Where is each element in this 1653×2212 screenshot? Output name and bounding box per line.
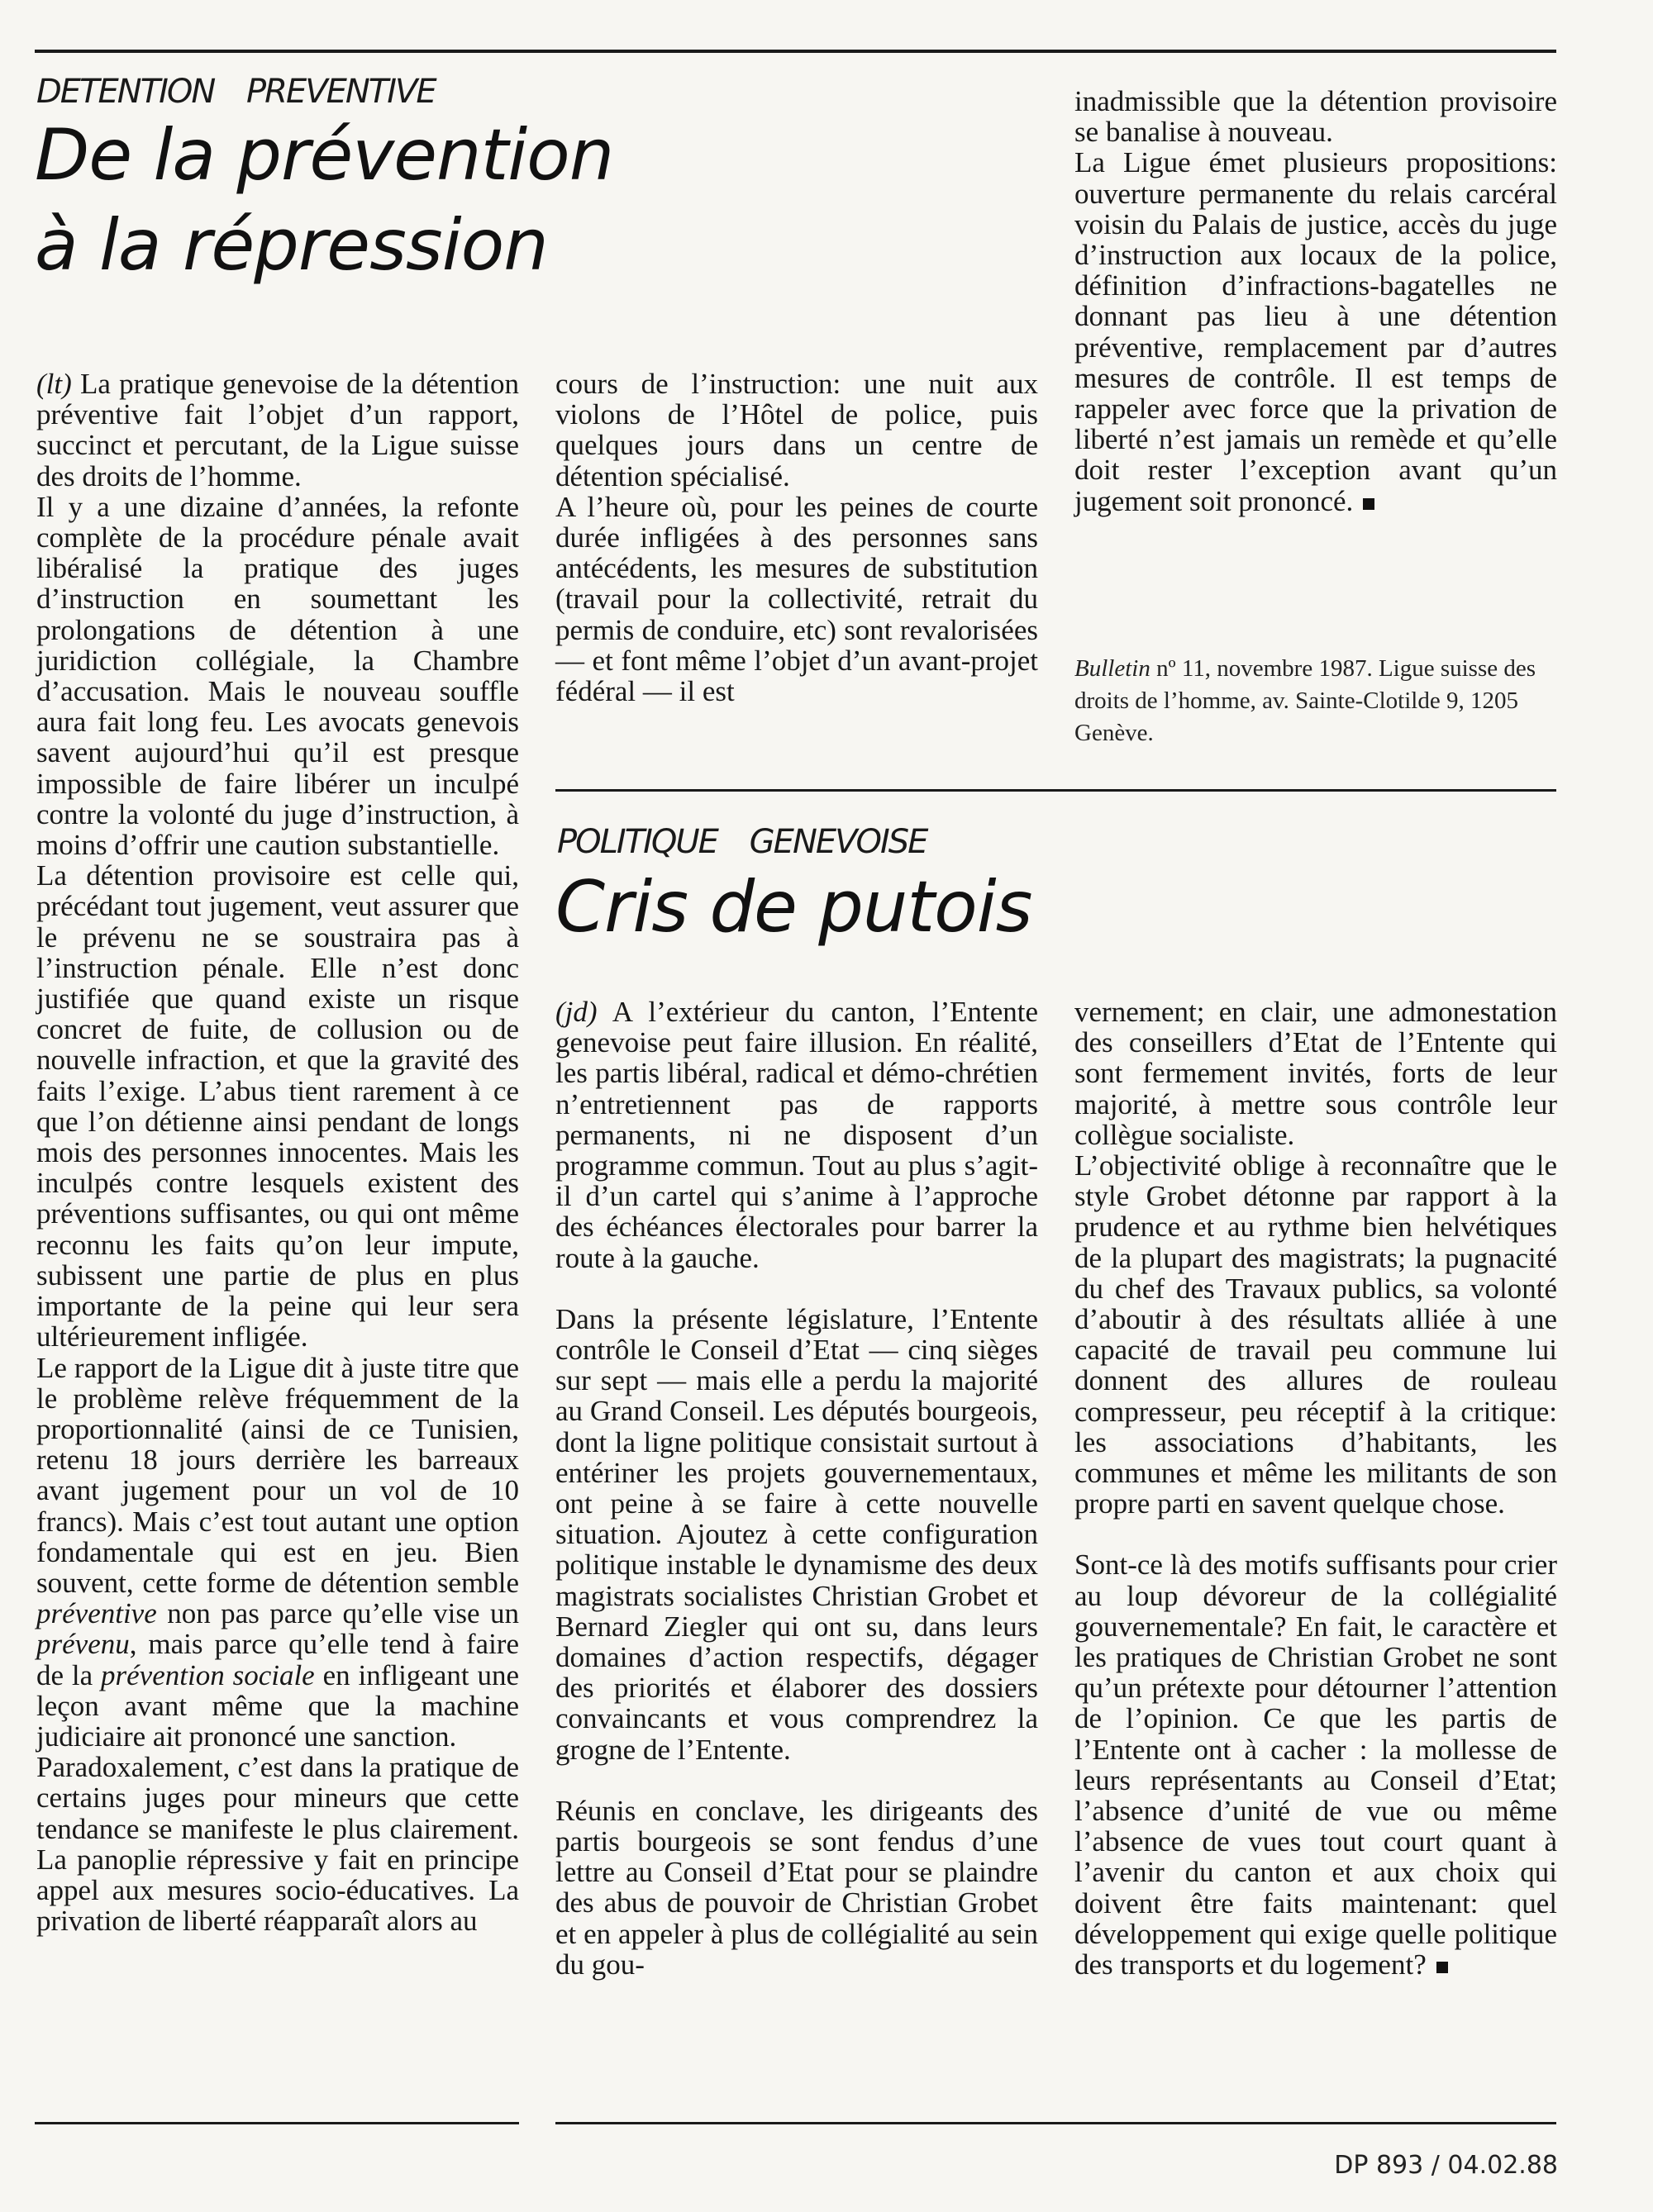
- emphasis: préventive: [36, 1597, 157, 1630]
- paragraph: Paradoxalement, c’est dans la pratique de certains juges pour mineurs que cette tendance se manifeste le plus clairement. La panoplie répressive y fait en principe appel aux mesures socio-éducatives. La privation de liberté réapparaît alors au: [36, 1751, 519, 1938]
- article2-column-2: [1074, 997, 1557, 1980]
- end-mark-icon: [1363, 498, 1374, 510]
- emphasis: prévention sociale: [101, 1658, 315, 1691]
- paragraph: Il y a une dizaine d’années, la refonte complète de la procédure pénale avait libéralisé la pratique des juges d’instruction en soumettant les prolongations de détention à une juridiction collégiale, la Chambre d’accusation. Mais le nouveau souffle aura fait long feu. Les avocats genevois savent aujourd’hui qu’il est presque impossible de faire libérer un inculpé contre la volonté du juge d’instruction, à moins d’offrir une caution substantielle.: [36, 490, 519, 862]
- paragraph: inadmissible que la détention provisoire se banalise à nouveau.: [1074, 85, 1557, 149]
- article1-kicker: DETENTION PREVENTIVE: [36, 73, 436, 111]
- end-mark-icon: [1436, 1962, 1448, 1973]
- paragraph: (jd) A l’extérieur du canton, l’Entente genevoise peut faire illusion. En réalité, les partis libéral, radical et démo-chrétien n’entretiennent pas de rapports permanents, ni ne disposent d’un programme commun. Tout au plus s’agit-il d’un cartel qui s’anime à l’approche des échéances électorales pour barrer la route à la gauche.: [555, 996, 1038, 1274]
- emphasis: prévenu: [36, 1628, 130, 1661]
- paragraph: La Ligue émet plusieurs propositions: ouverture permanente du relais carcéral voisin du Palais de justice, accès du juge d’instruction aux locaux de la police, définition d’infractions-bagatelles ne donnant pas lieu à une détention préventive, remplacement par d’autres mesures de contrôle. Il est temps de rappeler avec force que la privation de liberté n’est jamais un remède et qu’elle doit rester l’exception avant qu’un jugement soit prononcé.: [1074, 146, 1557, 517]
- paragraph: Sont-ce là des motifs suffisants pour crier au loup dévoreur de la collégialité gouvernementale? En fait, le caractère et les pratiques de Christian Grobet ne sont qu’un prétexte pour détourner l’attention de l’opinion. Ce que les partis de l’Entente ont à cacher : la mollesse de leurs représentants au Conseil d’Etat; l’absence d’unité de vue ou même l’absence de vues tout court quant à l’avenir du canton et aux choix qui doivent être faits maintenant: quel développement qui exige quelle politique des transports et du logement?: [1074, 1548, 1557, 1981]
- bottom-rule-left: [35, 2122, 519, 2124]
- paragraph: (lt) La pratique genevoise de la détention préventive fait l’objet d’un rapport, succinct et percutant, de la Ligue suisse des droits de l’homme.: [36, 368, 519, 492]
- author-sigle: (jd): [555, 996, 598, 1028]
- paragraph: cours de l’instruction: une nuit aux violons de l’Hôtel de police, puis quelques jours dans un centre de détention spécialisé.: [555, 368, 1038, 492]
- article1-headline-line1: De la prévention: [35, 114, 614, 197]
- bottom-rule-right: [555, 2122, 1556, 2124]
- article1-source: Bulletin nº 11, novembre 1987. Ligue suisse des droits de l’homme, av. Sainte-Clotilde 9, 1205 Genève.: [1074, 655, 1536, 746]
- paragraph: Dans la présente législature, l’Entente contrôle le Conseil d’Etat — cinq sièges sur sept — mais elle a perdu la majorité au Grand Conseil. Les députés bourgeois, dont la ligne politique consistait surtout à entériner les projets gouvernementaux, ont peine à se faire à cette nouvelle situation. Ajoutez à cette configuration politique instable le dynamisme des deux magistrats socialistes Christian Grobet et Bernard Ziegler qui ont su, dans leurs domaines d’action respectifs, dégager des priorités et élaborer des dossiers convaincants et vous comprendrez la grogne de l’Entente.: [555, 1302, 1038, 1766]
- author-sigle: (lt): [36, 368, 72, 400]
- paragraph: La détention provisoire est celle qui, précédant tout jugement, veut assurer que le prévenu ne se soustraira pas à l’instruction pénale. Elle n’est donc justifiée que quand existe un risque concret de fuite, de collusion ou de nouvelle infraction, et que la gravité des faits l’exige. L’abus tient rarement à ce que l’on détienne ainsi pendant de longs mois des personnes innocentes. Mais les inculpés contre lesquels existent des préventions suffisantes, ou qui ont même reconnu les faits qu’on leur impute, subissent une partie de plus en plus importante de la peine qui leur sera ultérieurement infligée.: [36, 859, 519, 1353]
- paragraph: Le rapport de la Ligue dit à juste titre que le problème relève fréquemment de la proportionnalité (ainsi de ce Tunisien, retenu 18 jours derrière les barreaux avant jugement pour un vol de 10 francs). Mais c’est tout autant une option fondamentale qui est en jeu. Bien souvent, cette forme de détention semble préventive non pas parce qu’elle vise un prévenu, mais parce qu’elle tend à faire de la prévention sociale en infligeant une leçon avant même que la machine judiciaire ait prononcé une sanction.: [36, 1351, 520, 1753]
- paragraph: Réunis en conclave, les dirigeants des partis bourgeois se sont fendus d’une lettre au Conseil d’Etat pour se plaindre des abus de pouvoir de Christian Grobet et en appeler à plus de collégialité au sein du gou-: [555, 1794, 1038, 1981]
- issue-footer: DP 893 / 04.02.88: [1334, 2151, 1558, 2180]
- source-title: Bulletin: [1074, 655, 1150, 682]
- article1-column-2: [555, 369, 1038, 706]
- paragraph: A l’heure où, pour les peines de courte durée infligées à des personnes sans antécédents, les mesures de substitution (travail pour la collectivité, retrait du permis de conduire, etc) sont revalorisées — et font même l’objet d’un avant-projet fédéral — il est: [555, 490, 1038, 708]
- article2-top-rule: [555, 789, 1556, 792]
- article2-column-1: [555, 997, 1038, 1980]
- article1-column-1: [36, 369, 519, 1936]
- article2-headline: Cris de putois: [555, 866, 1032, 949]
- article1-column-3: [1074, 86, 1557, 516]
- paragraph: L’objectivité oblige à reconnaître que le style Grobet détonne par rapport à la prudence et au rythme bien helvétiques de la plupart des magistrats; la pugnacité du chef des Travaux publics, sa volonté d’aboutir à des résultats alliée à une capacité de travail peu commune lui donnent des allures de rouleau compresseur, peu réceptif à la critique: les associations d’habitants, les communes et même les militants de son propre parti en savent quelque chose.: [1074, 1149, 1557, 1520]
- article2-kicker: POLITIQUE GENEVOISE: [557, 823, 927, 861]
- top-rule: [35, 50, 1556, 53]
- paragraph: vernement; en clair, une admonestation des conseillers d’Etat de l’Entente qui sont fermement invités, forts de leur majorité, à mettre sous contrôle leur collègue socialiste.: [1074, 996, 1557, 1151]
- article1-headline-line2: à la répression: [35, 204, 548, 287]
